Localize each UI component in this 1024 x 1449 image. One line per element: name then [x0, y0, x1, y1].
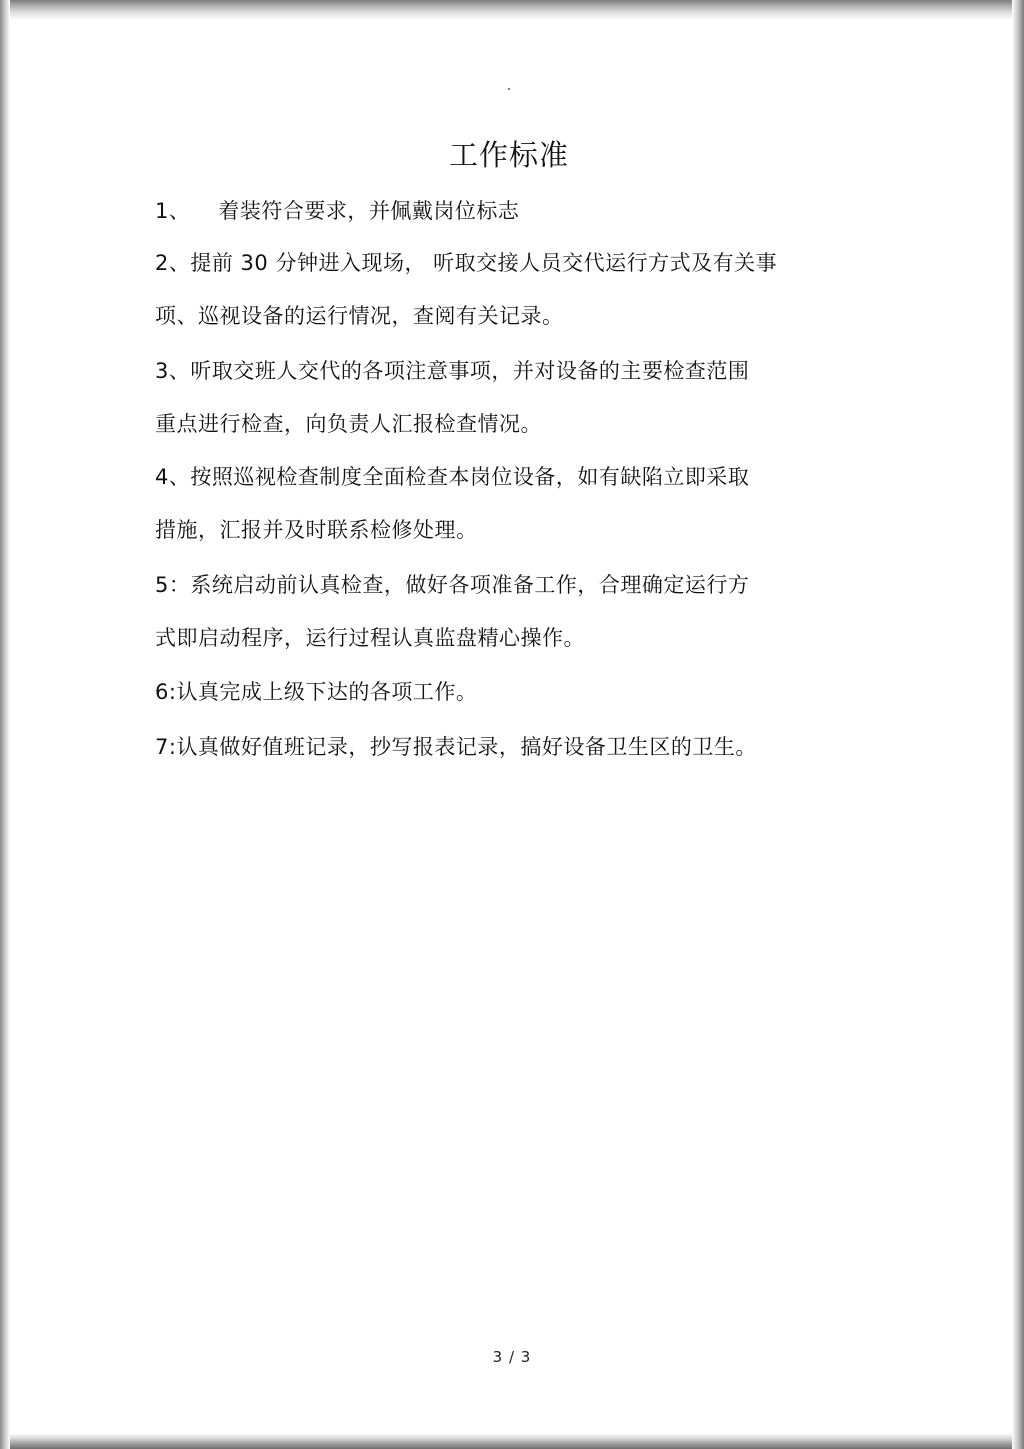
item-text: 听取交班人交代的各项注意事项，并对设备的主要检查范围 — [190, 359, 750, 383]
list-item — [155, 345, 749, 451]
item-text: 认真做好值班记录，抄写报表记录，搞好设备卫生区的卫生。 — [176, 735, 757, 759]
page-number: 3 / 3 — [492, 1348, 532, 1366]
list-item — [155, 185, 519, 238]
page-bottom-edge — [0, 1433, 1024, 1449]
item-text: 着装符合要求，并佩戴岗位标志 — [218, 199, 520, 223]
page-top-edge — [0, 0, 1024, 20]
item-text-continued: 措施，汇报并及时联系检修处理。 — [155, 518, 478, 542]
item-number: 6: — [155, 680, 177, 704]
list-item — [155, 237, 777, 343]
item-text: 系统启动前认真检查，做好各项准备工作，合理确定运行方 — [190, 573, 750, 597]
item-number: 3、 — [155, 359, 191, 383]
page-left-edge — [0, 0, 10, 1449]
item-number: 2、 — [155, 251, 191, 275]
item-number: 7: — [155, 735, 177, 759]
header-dot — [508, 88, 510, 90]
list-item — [155, 559, 749, 665]
item-text-continued: 重点进行检查，向负责人汇报检查情况。 — [155, 412, 542, 436]
page-right-edge — [1012, 0, 1024, 1449]
item-number: 4、 — [155, 465, 191, 489]
item-text: 按照巡视检查制度全面检查本岗位设备，如有缺陷立即采取 — [190, 465, 750, 489]
item-text-continued: 式即启动程序，运行过程认真监盘精心操作。 — [155, 626, 585, 650]
list-item — [155, 666, 477, 719]
item-number: 5： — [155, 573, 191, 597]
item-text: 提前 30 分钟进入现场， 听取交接人员交代运行方式及有关事 — [190, 251, 778, 275]
list-item — [155, 451, 749, 557]
page-title: 工作标准 — [448, 138, 569, 172]
item-text: 认真完成上级下达的各项工作。 — [176, 680, 478, 704]
item-text-continued: 项、巡视设备的运行情况，查阅有关记录。 — [155, 304, 564, 328]
item-number: 1、 — [155, 199, 191, 223]
list-item — [155, 721, 757, 774]
